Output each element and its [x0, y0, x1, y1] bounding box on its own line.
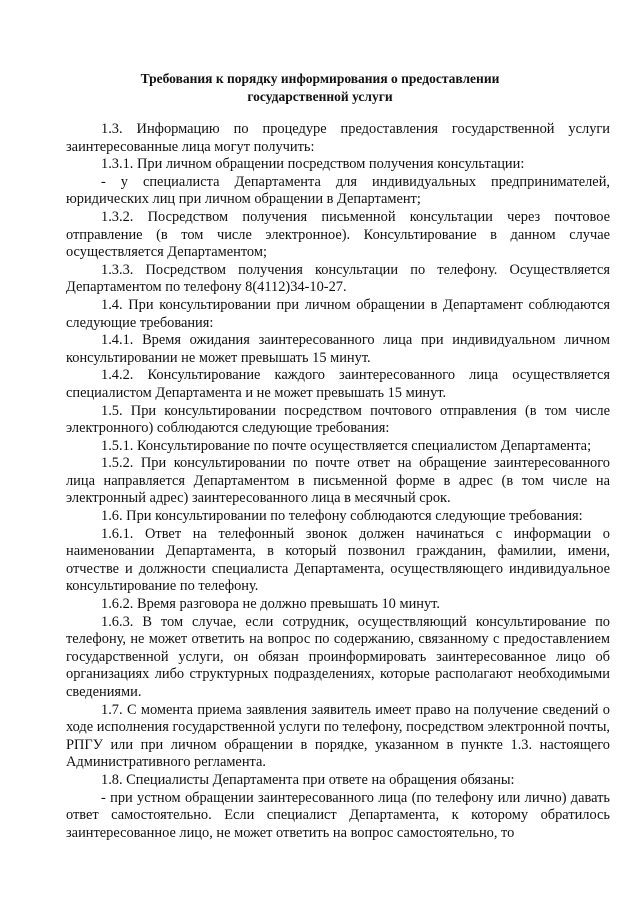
paragraph: 1.3.2. Посредством получения письменной консультации через почтовое отправление (в том числе электронное). Консультирование в данном случае осуществляется Департаментом;	[66, 208, 610, 261]
paragraph: 1.6. При консультировании по телефону соблюдаются следующие требования:	[101, 508, 583, 525]
paragraph: 1.4.2. Консультирование каждого заинтересованного лица осуществляется специалистом Департамента и не может превышать 15 минут.	[66, 367, 610, 401]
paragraph: 1.6.2. Время разговора не должно превышать 10 минут.	[101, 596, 440, 613]
paragraph: 1.3.3. Посредством получения консультации по телефону. Осуществляется Департаментом по телефону 8(4112)34-10-27.	[66, 261, 610, 296]
document-title-line-1: Требования к порядку информирования о предоставлении	[140, 71, 500, 86]
paragraph: 1.3. Информацию по процедуре предоставления государственной услуги заинтересованные лица могут получить:	[66, 121, 610, 155]
paragraph: 1.3.1. При личном обращении посредством получения консультации:	[101, 156, 525, 173]
paragraph: 1.5. При консультировании посредством почтового отправления (в том числе электронного) соблюдаются следующие требования:	[66, 402, 610, 437]
document-body	[66, 121, 610, 842]
paragraph: 1.5.1. Консультирование по почте осуществляется специалистом Департамента;	[101, 437, 592, 454]
paragraph: 1.6.1. Ответ на телефонный звонок должен начинаться с информации о наименовании Департамента, в который позвонил гражданин, фамилии, имени, отчестве и должности специалиста Департамента, осуществляющего индивидуальное консультирование по телефону.	[66, 525, 610, 595]
paragraph: 1.7. С момента приема заявления заявитель имеет право на получение сведений о ходе исполнения государственной услуги по телефону, посредством электронной почты, РПГУ или при личном обращении в порядке, указанном в пункте 1.3. настоящего Административного регламента.	[66, 701, 610, 771]
document-title-line-2: государственной услуги	[247, 89, 393, 104]
paragraph: 1.6.3. В том случае, если сотрудник, осуществляющий консультирование по телефону, не может ответить на вопрос по содержанию, связанному с предоставлением государственной услуги, он обязан проинформировать заинтересованное лицо об организациях либо структурных подразделениях, которые располагают необходимыми сведениями.	[66, 613, 610, 700]
paragraph: 1.4.1. Время ожидания заинтересованного лица при индивидуальном личном консультировании не может превышать 15 минут.	[66, 332, 610, 366]
paragraph: - при устном обращении заинтересованного лица (по телефону или лично) давать ответ самостоятельно. Если специалист Департамента, к которому обратилось заинтересованное лицо, не может ответить на вопрос самостоятельно, то	[66, 789, 610, 841]
paragraph: 1.5.2. При консультировании по почте ответ на обращение заинтересованного лица направляется Департаментом в письменной форме в адрес (в том числе на электронный адрес) заинтересованного лица в месячный срок.	[66, 455, 610, 507]
paragraph: - у специалиста Департамента для индивидуальных предпринимателей, юридических лиц при личном обращении в Департамент;	[66, 173, 610, 208]
paragraph: 1.4. При консультировании при личном обращении в Департамент соблюдаются следующие требования:	[66, 296, 610, 331]
paragraph: 1.8. Специалисты Департамента при ответе на обращения обязаны:	[101, 771, 515, 788]
